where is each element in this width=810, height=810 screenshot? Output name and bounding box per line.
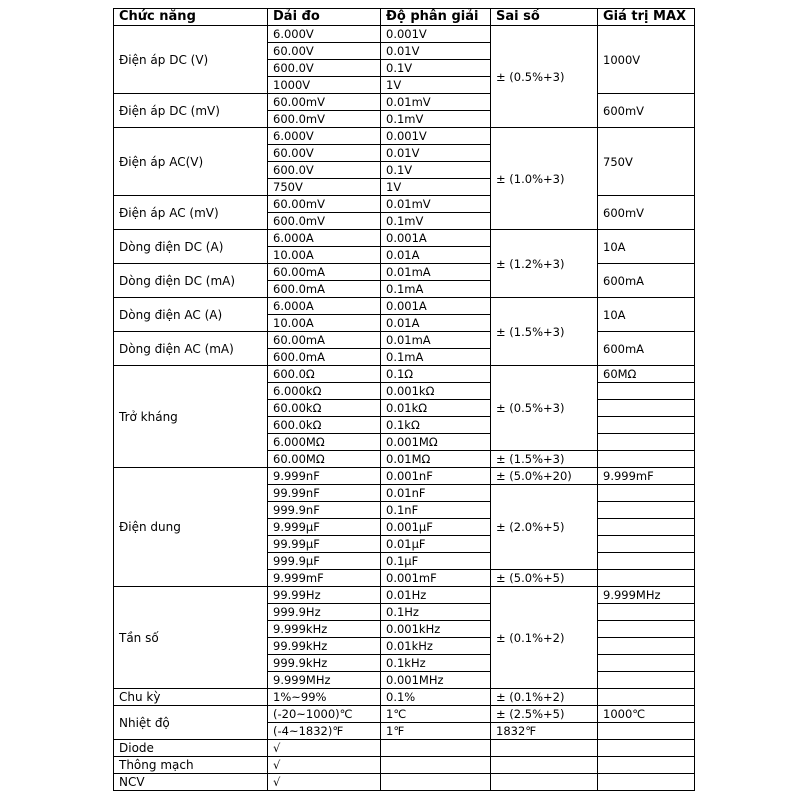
range-cell: 9.999nF <box>268 468 381 485</box>
range-cell: 6.000A <box>268 230 381 247</box>
accuracy-cell: 1832℉ <box>491 723 598 740</box>
accuracy-cell: ± (0.1%+2) <box>491 689 598 706</box>
table-row <box>114 128 695 145</box>
table-row <box>114 264 695 281</box>
max-cell: 750V <box>598 128 695 196</box>
range-cell: 600.0mA <box>268 349 381 366</box>
resolution-cell: 0.001A <box>381 230 491 247</box>
range-cell: 60.00mA <box>268 332 381 349</box>
resolution-cell: 0.1Ω <box>381 366 491 383</box>
max-cell: 600mV <box>598 196 695 230</box>
max-cell-empty <box>598 434 695 451</box>
resolution-cell: 0.1kHz <box>381 655 491 672</box>
function-cell: Thông mạch <box>114 757 268 774</box>
range-cell: 6.000kΩ <box>268 383 381 400</box>
range-cell: 9.999mF <box>268 570 381 587</box>
accuracy-cell-empty <box>491 757 598 774</box>
range-cell: 6.000MΩ <box>268 434 381 451</box>
table-row <box>114 94 695 111</box>
max-cell-empty <box>598 638 695 655</box>
resolution-cell: 0.001MΩ <box>381 434 491 451</box>
table-row <box>114 757 695 774</box>
resolution-cell: 0.1μF <box>381 553 491 570</box>
max-cell-empty <box>598 570 695 587</box>
resolution-cell: 0.01mV <box>381 94 491 111</box>
table-row <box>114 774 695 791</box>
range-cell: 60.00MΩ <box>268 451 381 468</box>
max-cell: 9.999MHz <box>598 587 695 604</box>
resolution-cell: 0.1kΩ <box>381 417 491 434</box>
function-cell: Trở kháng <box>114 366 268 468</box>
function-cell: Điện áp AC (mV) <box>114 196 268 230</box>
accuracy-cell: ± (0.5%+3) <box>491 366 598 451</box>
max-cell-empty <box>598 689 695 706</box>
resolution-cell: 0.001A <box>381 298 491 315</box>
header-resolution: Độ phân giải <box>381 9 491 26</box>
resolution-cell: 0.1V <box>381 162 491 179</box>
resolution-cell: 1V <box>381 77 491 94</box>
range-cell: 600.0V <box>268 162 381 179</box>
range-cell: 60.00mV <box>268 94 381 111</box>
accuracy-cell-empty <box>491 740 598 757</box>
max-cell-empty <box>598 672 695 689</box>
max-cell: 600mA <box>598 332 695 366</box>
max-cell: 600mA <box>598 264 695 298</box>
resolution-cell: 0.001V <box>381 26 491 43</box>
resolution-cell: 0.001kHz <box>381 621 491 638</box>
range-cell: 600.0mV <box>268 213 381 230</box>
header-range: Dải đo <box>268 9 381 26</box>
function-cell: Điện dung <box>114 468 268 587</box>
table-row <box>114 587 695 604</box>
range-cell: 60.00V <box>268 145 381 162</box>
header-accuracy: Sai số <box>491 9 598 26</box>
max-cell: 60MΩ <box>598 366 695 383</box>
accuracy-cell: ± (1.0%+3) <box>491 128 598 230</box>
resolution-cell: 0.01V <box>381 43 491 60</box>
function-cell: Tần số <box>114 587 268 689</box>
function-cell: Dòng điện DC (A) <box>114 230 268 264</box>
table-row <box>114 706 695 723</box>
resolution-cell: 0.01kΩ <box>381 400 491 417</box>
range-cell: 600.0mV <box>268 111 381 128</box>
resolution-cell: 1℉ <box>381 723 491 740</box>
range-cell: 6.000V <box>268 128 381 145</box>
max-cell-empty <box>598 723 695 740</box>
resolution-cell: 0.001V <box>381 128 491 145</box>
resolution-cell: 1V <box>381 179 491 196</box>
resolution-cell: 0.01kHz <box>381 638 491 655</box>
max-cell: 1000V <box>598 26 695 94</box>
resolution-cell-empty <box>381 757 491 774</box>
function-cell: Nhiệt độ <box>114 706 268 740</box>
max-cell: 10A <box>598 298 695 332</box>
max-cell-empty <box>598 383 695 400</box>
max-cell-empty <box>598 400 695 417</box>
resolution-cell: 0.1mV <box>381 213 491 230</box>
table-row <box>114 196 695 213</box>
range-cell: 99.99μF <box>268 536 381 553</box>
resolution-cell: 1℃ <box>381 706 491 723</box>
range-cell: 6.000A <box>268 298 381 315</box>
resolution-cell: 0.01mV <box>381 196 491 213</box>
table-row <box>114 366 695 383</box>
range-cell: (-20~1000)℃ <box>268 706 381 723</box>
range-cell: 1%~99% <box>268 689 381 706</box>
max-cell: 10A <box>598 230 695 264</box>
resolution-cell: 0.01V <box>381 145 491 162</box>
range-cell: 60.00V <box>268 43 381 60</box>
range-cell: 6.000V <box>268 26 381 43</box>
range-cell: 99.99nF <box>268 485 381 502</box>
accuracy-cell-empty <box>491 774 598 791</box>
range-cell: 60.00kΩ <box>268 400 381 417</box>
resolution-cell: 0.01nF <box>381 485 491 502</box>
max-cell-empty <box>598 502 695 519</box>
range-cell: 99.99kHz <box>268 638 381 655</box>
resolution-cell: 0.1% <box>381 689 491 706</box>
header-function: Chức năng <box>114 9 268 26</box>
resolution-cell: 0.001MHz <box>381 672 491 689</box>
range-cell: (-4~1832)℉ <box>268 723 381 740</box>
range-cell: 1000V <box>268 77 381 94</box>
function-cell: Điện áp AC(V) <box>114 128 268 196</box>
checkmark-cell: √ <box>268 774 381 791</box>
resolution-cell: 0.1mA <box>381 349 491 366</box>
range-cell: 999.9kHz <box>268 655 381 672</box>
table-row <box>114 332 695 349</box>
range-cell: 60.00mV <box>268 196 381 213</box>
range-cell: 600.0Ω <box>268 366 381 383</box>
resolution-cell: 0.01A <box>381 315 491 332</box>
range-cell: 10.00A <box>268 247 381 264</box>
max-cell-empty <box>598 519 695 536</box>
resolution-cell: 0.1mA <box>381 281 491 298</box>
max-cell-empty <box>598 774 695 791</box>
range-cell: 9.999μF <box>268 519 381 536</box>
max-cell-empty <box>598 485 695 502</box>
resolution-cell: 0.001nF <box>381 468 491 485</box>
resolution-cell: 0.01Hz <box>381 587 491 604</box>
max-cell-empty <box>598 553 695 570</box>
accuracy-cell: ± (0.5%+3) <box>491 26 598 128</box>
accuracy-cell: ± (1.5%+3) <box>491 451 598 468</box>
accuracy-cell: ± (0.1%+2) <box>491 587 598 689</box>
accuracy-cell: ± (5.0%+5) <box>491 570 598 587</box>
range-cell: 999.9nF <box>268 502 381 519</box>
resolution-cell: 0.1nF <box>381 502 491 519</box>
max-cell-empty <box>598 604 695 621</box>
resolution-cell: 0.01mA <box>381 332 491 349</box>
table-row <box>114 740 695 757</box>
max-cell-empty <box>598 417 695 434</box>
accuracy-cell: ± (5.0%+20) <box>491 468 598 485</box>
function-cell: Dòng điện AC (A) <box>114 298 268 332</box>
function-cell: Dòng điện DC (mA) <box>114 264 268 298</box>
table-row <box>114 26 695 43</box>
range-cell: 600.0V <box>268 60 381 77</box>
table-row <box>114 689 695 706</box>
max-cell-empty <box>598 655 695 672</box>
resolution-cell: 0.01A <box>381 247 491 264</box>
checkmark-cell: √ <box>268 740 381 757</box>
range-cell: 600.0mA <box>268 281 381 298</box>
range-cell: 9.999MHz <box>268 672 381 689</box>
function-cell: Điện áp DC (V) <box>114 26 268 94</box>
accuracy-cell: ± (2.0%+5) <box>491 485 598 570</box>
resolution-cell: 0.1mV <box>381 111 491 128</box>
range-cell: 999.9Hz <box>268 604 381 621</box>
max-cell-empty <box>598 740 695 757</box>
max-cell-empty <box>598 451 695 468</box>
range-cell: 10.00A <box>268 315 381 332</box>
spec-table <box>113 8 695 791</box>
resolution-cell-empty <box>381 740 491 757</box>
function-cell: Dòng điện AC (mA) <box>114 332 268 366</box>
max-cell-empty <box>598 621 695 638</box>
resolution-cell: 0.01mA <box>381 264 491 281</box>
header-max: Giá trị MAX <box>598 9 695 26</box>
function-cell: NCV <box>114 774 268 791</box>
resolution-cell: 0.1V <box>381 60 491 77</box>
accuracy-cell: ± (1.5%+3) <box>491 298 598 366</box>
range-cell: 999.9μF <box>268 553 381 570</box>
accuracy-cell: ± (1.2%+3) <box>491 230 598 298</box>
resolution-cell: 0.001mF <box>381 570 491 587</box>
function-cell: Chu kỳ <box>114 689 268 706</box>
table-row <box>114 468 695 485</box>
table-row <box>114 298 695 315</box>
resolution-cell-empty <box>381 774 491 791</box>
range-cell: 750V <box>268 179 381 196</box>
range-cell: 9.999kHz <box>268 621 381 638</box>
spec-table-body <box>114 9 695 791</box>
function-cell: Điện áp DC (mV) <box>114 94 268 128</box>
max-cell: 600mV <box>598 94 695 128</box>
accuracy-cell: ± (2.5%+5) <box>491 706 598 723</box>
max-cell-empty <box>598 757 695 774</box>
function-cell: Diode <box>114 740 268 757</box>
resolution-cell: 0.01MΩ <box>381 451 491 468</box>
range-cell: 600.0kΩ <box>268 417 381 434</box>
resolution-cell: 0.1Hz <box>381 604 491 621</box>
header-row <box>114 9 695 26</box>
max-cell: 9.999mF <box>598 468 695 485</box>
range-cell: 99.99Hz <box>268 587 381 604</box>
max-cell: 1000℃ <box>598 706 695 723</box>
resolution-cell: 0.01μF <box>381 536 491 553</box>
resolution-cell: 0.001kΩ <box>381 383 491 400</box>
max-cell-empty <box>598 536 695 553</box>
range-cell: 60.00mA <box>268 264 381 281</box>
table-row <box>114 230 695 247</box>
resolution-cell: 0.001μF <box>381 519 491 536</box>
checkmark-cell: √ <box>268 757 381 774</box>
